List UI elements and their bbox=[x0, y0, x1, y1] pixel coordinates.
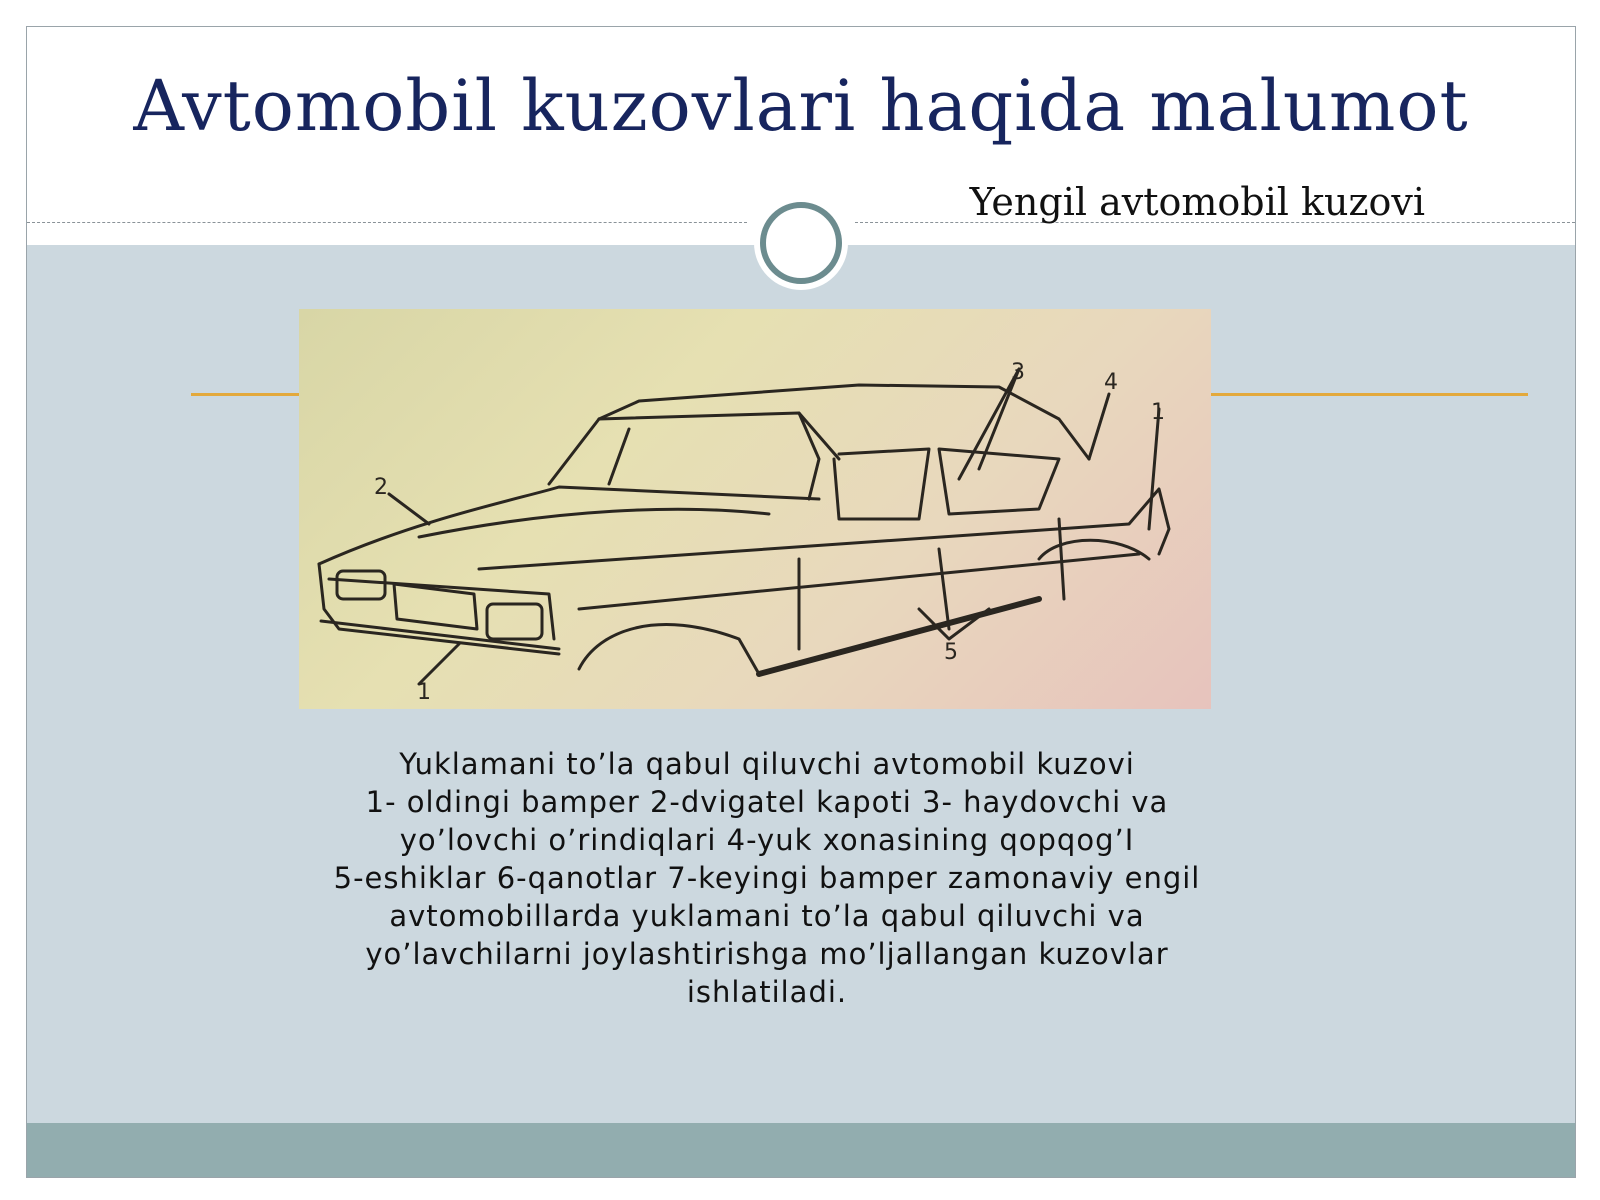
slide bbox=[26, 26, 1576, 1178]
caption-line: 1- oldingi bamper 2-dvigatel kapoti 3- haydovchi va bbox=[365, 785, 1169, 819]
caption-line: yo’lavchilarni joylashtirishga mo’ljallangan kuzovlar bbox=[365, 937, 1169, 971]
car-body-illustration bbox=[299, 309, 1211, 709]
caption-line: avtomobillarda yuklamani to’la qabul qiluvchi va bbox=[389, 899, 1145, 933]
footer-bar bbox=[27, 1123, 1575, 1177]
callout-2: 2 bbox=[374, 475, 388, 500]
car-body-drawing bbox=[299, 309, 1211, 709]
circle-ornament-icon bbox=[760, 202, 842, 284]
slide-subtitle: Yengil avtomobil kuzovi bbox=[969, 180, 1425, 224]
callout-5: 5 bbox=[944, 640, 958, 665]
caption-line: yo’lovchi o’rindiqlari 4-yuk xonasining qopqog’I bbox=[399, 823, 1135, 857]
divider-left bbox=[27, 222, 747, 223]
caption-line: Yuklamani to’la qabul qiluvchi avtomobil kuzovi bbox=[399, 747, 1135, 781]
slide-title: Avtomobil kuzovlari haqida malumot bbox=[133, 65, 1469, 147]
accent-line-left bbox=[191, 393, 301, 396]
callout-3: 3 bbox=[1011, 360, 1025, 385]
callout-1: 1 bbox=[417, 680, 431, 705]
caption-text bbox=[257, 745, 1277, 1011]
accent-line-right bbox=[1203, 393, 1528, 396]
caption-line: 5-eshiklar 6-qanotlar 7-keyingi bamper zamonaviy engil bbox=[333, 861, 1201, 895]
caption-line: ishlatiladi. bbox=[686, 975, 848, 1009]
callout-4: 4 bbox=[1104, 370, 1118, 395]
callout-1-rear: 1 bbox=[1151, 400, 1165, 425]
